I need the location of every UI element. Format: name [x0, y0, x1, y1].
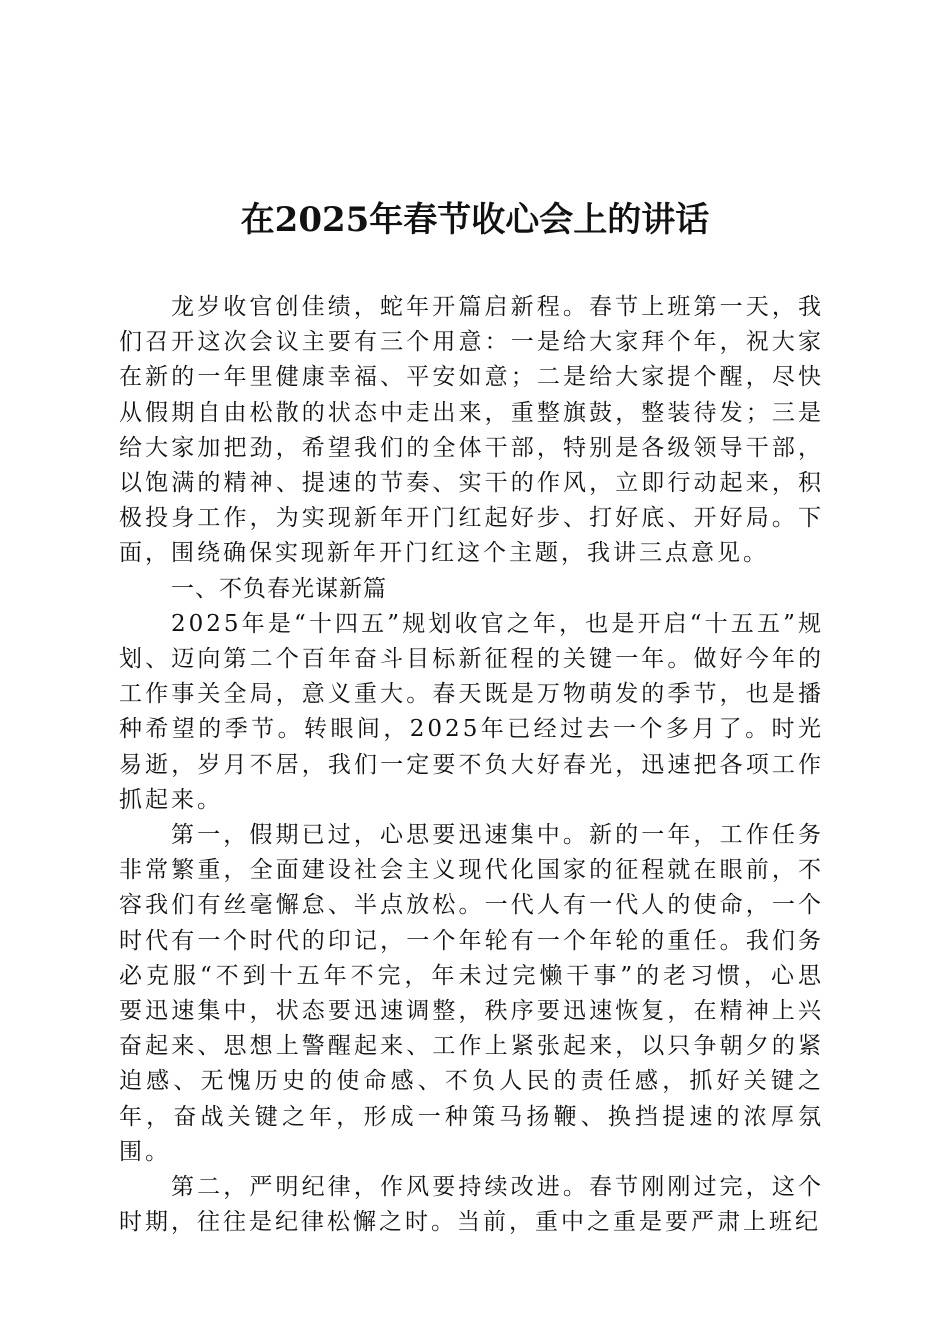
- section-1-paragraph: 2025年是“十四五”规划收官之年，也是开启“十五五”规划、迈向第二个百年奋斗目标新征程的关键一年。做好今年的工作事关全局，意义重大。春天既是万物萌发的季节，也是播种希望的季节。转眼间，2025年已经过去一个多月了。时光易逝，岁月不居，我们一定要不负大好春光，迅速把各项工作抓起来。: [119, 610, 824, 813]
- document-title: 在2025年春节收心会上的讲话: [240, 200, 710, 240]
- point-2-paragraph: 第二，严明纪律，作风要持续改进。春节刚刚过完，这个时期，往往是纪律松懈之时。当前，重中之重是要严肃上班纪: [119, 1174, 824, 1236]
- section-heading-1: 一、不负春光谋新篇: [171, 575, 387, 602]
- document-body: [119, 290, 824, 1240]
- point-1-paragraph: 第一，假期已过，心思要迅速集中。新的一年，工作任务非常繁重，全面建设社会主义现代化国家的征程就在眼前，不容我们有丝毫懈怠、半点放松。一代人有一代人的使命，一个时代有一个时代的印记，一个年轮有一个年轮的重任。我们务必克服“不到十五年不完，年未过完懒干事”的老习惯，心思要迅速集中，状态要迅速调整，秩序要迅速恢复，在精神上兴奋起来、思想上警醒起来、工作上紧张起来，以只争朝夕的紧迫感、无愧历史的使命感、不负人民的责任感，抓好关键之年，奋战关键之年，形成一种策马扬鞭、换挡提速的浓厚氛围。: [119, 822, 824, 1165]
- intro-paragraph: 龙岁收官创佳绩，蛇年开篇启新程。春节上班第一天，我们召开这次会议主要有三个用意：一是给大家拜个年，祝大家在新的一年里健康幸福、平安如意；二是给大家提个醒，尽快从假期自由松散的状态中走出来，重整旗鼓，整装待发；三是给大家加把劲，希望我们的全体干部，特别是各级领导干部，以饱满的精神、提速的节奏、实干的作风，立即行动起来，积极投身工作，为实现新年开门红起好步、打好底、开好局。下面，围绕确保实现新年开门红这个主题，我讲三点意见。: [119, 294, 824, 567]
